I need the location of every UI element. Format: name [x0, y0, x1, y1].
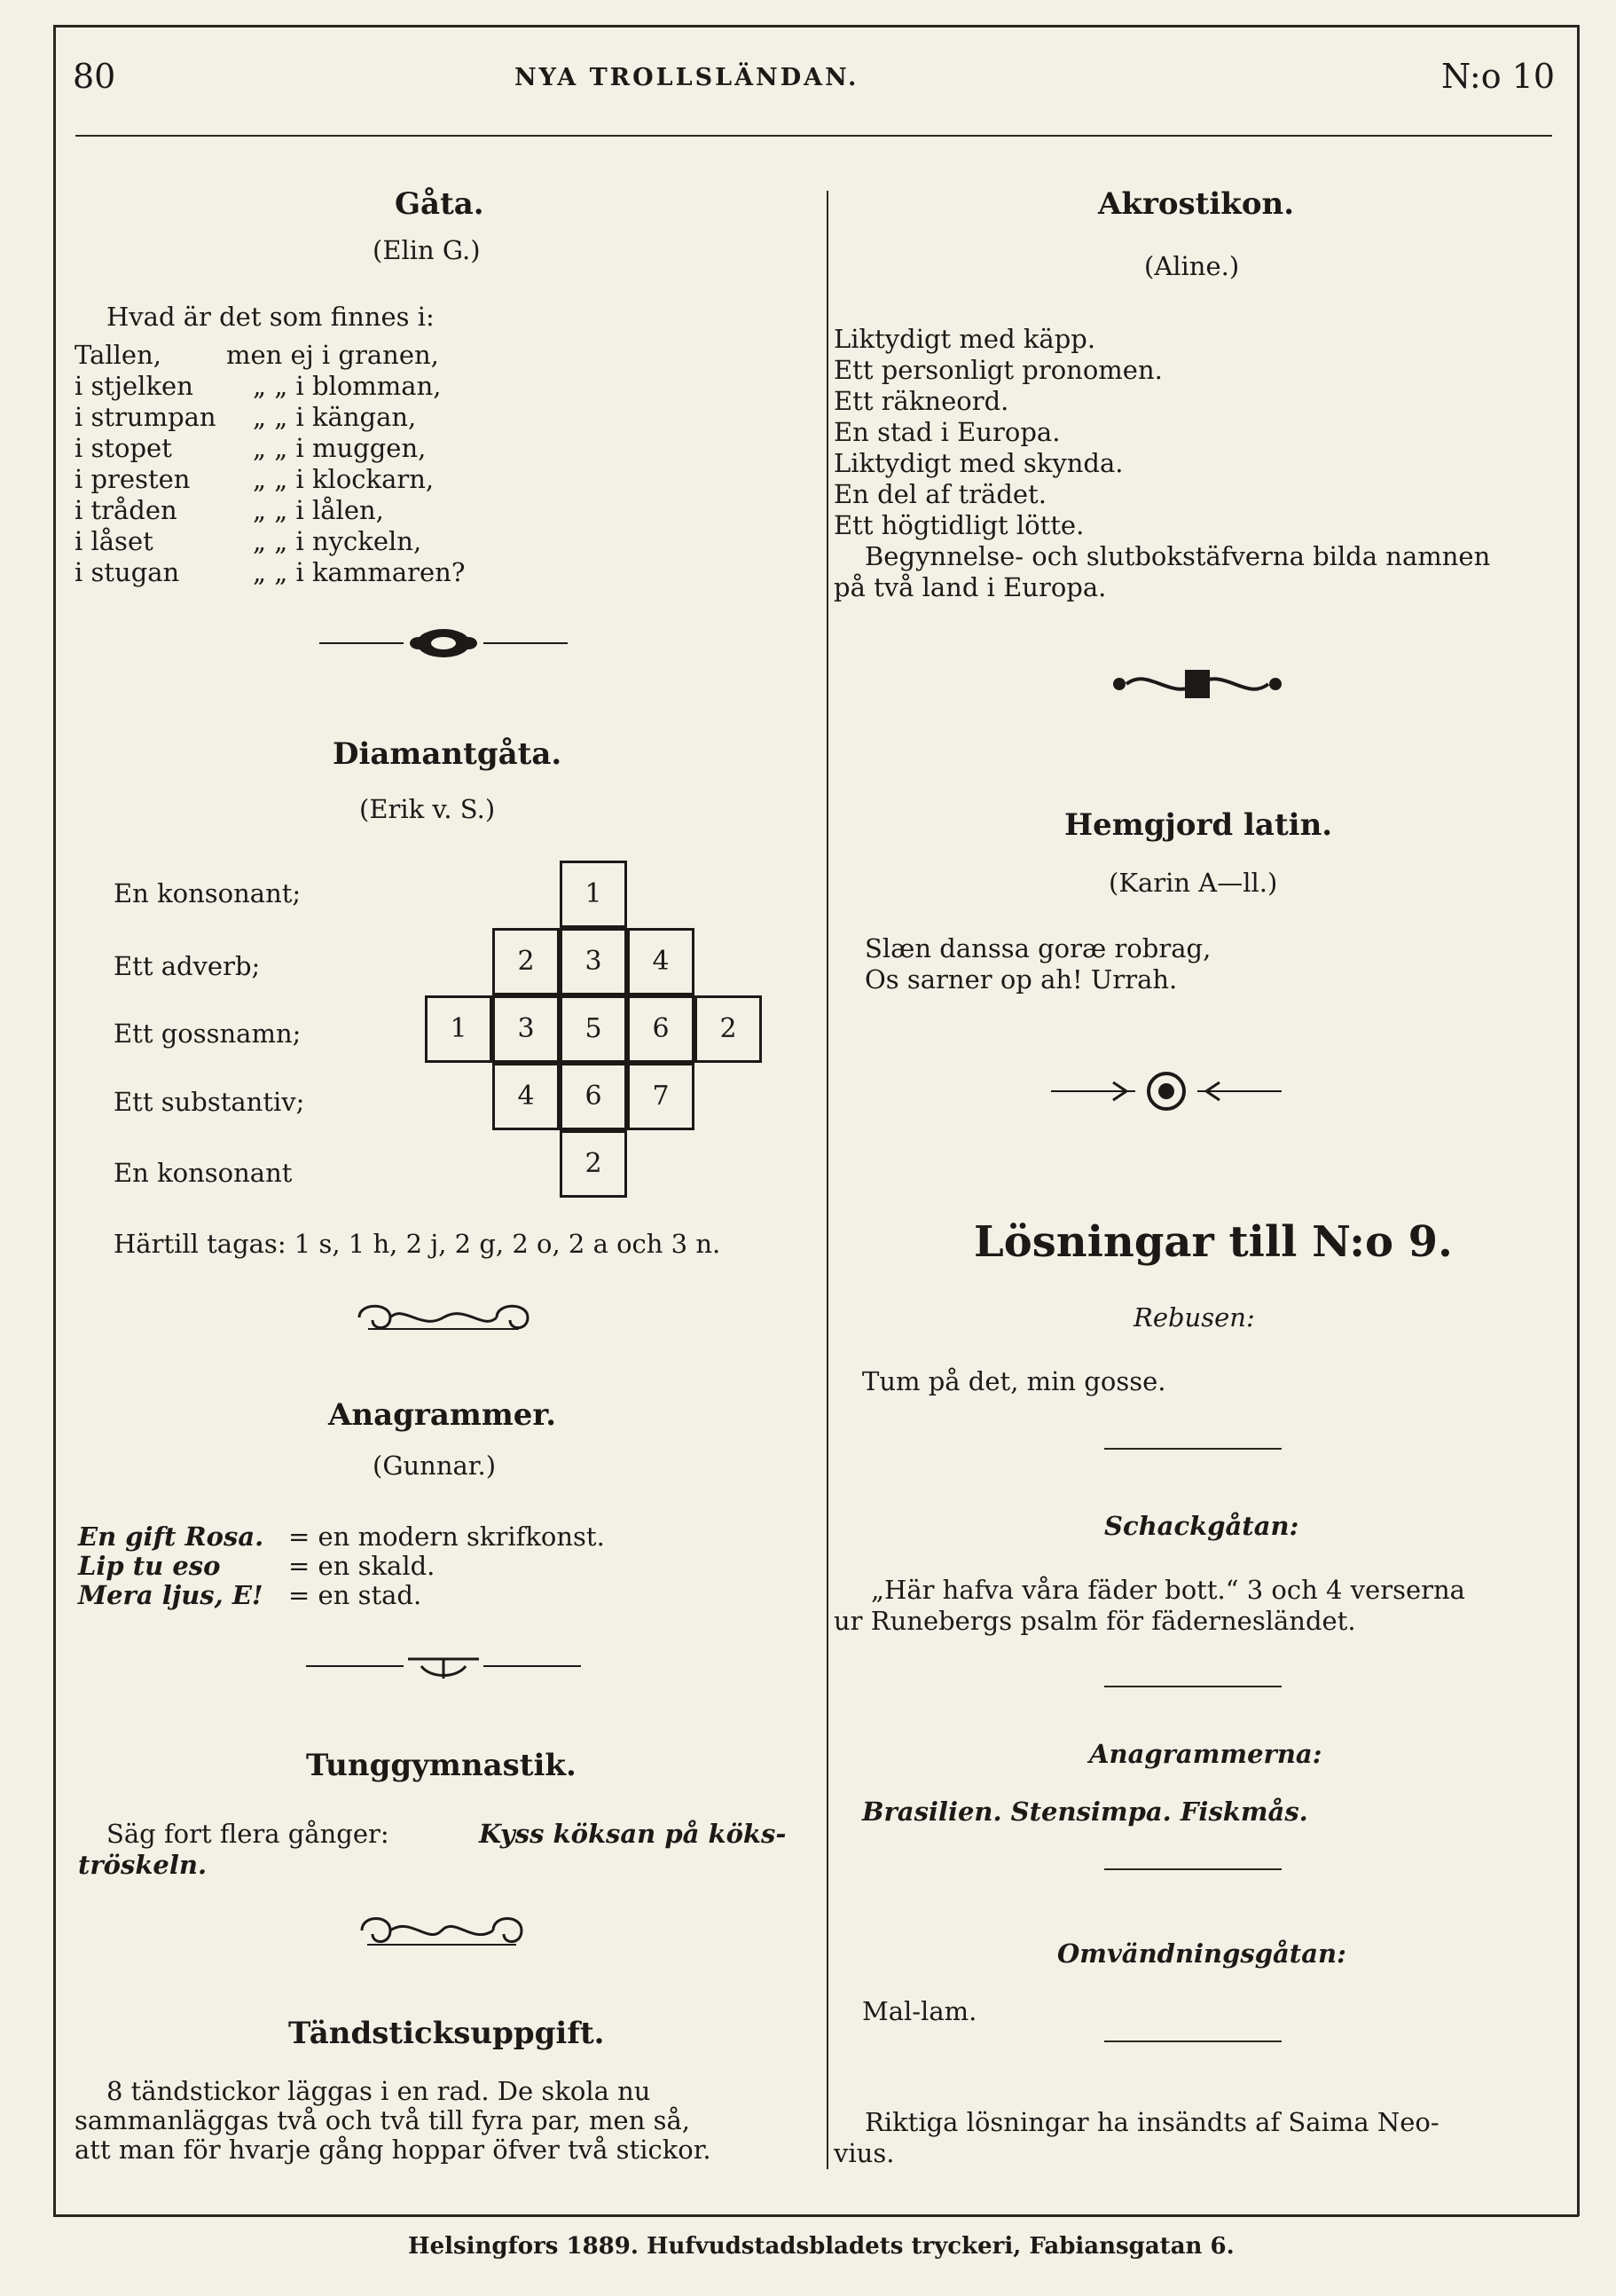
- anagrammer-title: Anagrammer.: [328, 1397, 557, 1433]
- issue-number: N:o 10: [1441, 57, 1556, 96]
- diamant-clue: Ett gossnamn;: [114, 1018, 302, 1049]
- anagram-answer-label: Anagrammerna:: [1089, 1739, 1322, 1769]
- losningar-title: Lösningar till N:o 9.: [974, 1217, 1453, 1267]
- akrostikon-line: Ett högtidligt lötte.: [834, 510, 1085, 540]
- tunggymnastik-phrase: Kyss köksan på köks-: [479, 1819, 787, 1849]
- grid-cell: 3: [560, 928, 627, 995]
- gata-row-right: „ „ i klockarn,: [253, 464, 435, 494]
- hemgjord-author: (Karin A—ll.): [1109, 868, 1278, 898]
- anagram-hint: = en skald.: [288, 1551, 435, 1581]
- tunggymnastik-title: Tunggymnastik.: [306, 1748, 577, 1783]
- diamant-clue: Ett substantiv;: [114, 1087, 305, 1117]
- scroll-ornament-icon: [350, 1295, 537, 1340]
- akrostikon-line: Ett räkneord.: [834, 386, 1009, 416]
- grid-cell: 4: [627, 928, 694, 995]
- tandsticks-line: att man för hvarje gång hoppar öfver två stickor.: [75, 2135, 711, 2165]
- akrostikon-line: Liktydigt med skynda.: [834, 448, 1124, 478]
- gata-row-left: i stopet: [75, 433, 172, 463]
- fleuron-ornament-icon: [306, 1648, 581, 1684]
- leaf-ornament-icon: [319, 621, 568, 665]
- page-number: 80: [73, 57, 116, 96]
- header-rule: [75, 135, 1552, 137]
- flourish-ornament-icon: [1109, 661, 1286, 707]
- tunggymnastik-phrase-end: tröskeln.: [78, 1850, 208, 1880]
- anagram-hint: = en modern skrifkonst.: [288, 1521, 605, 1552]
- gata-author: (Elin G.): [373, 235, 481, 265]
- gata-row-left: Tallen,: [75, 340, 161, 370]
- rosette-ornament-icon: [1051, 1069, 1282, 1113]
- gata-row-left: i stjelken: [75, 371, 193, 401]
- gata-row-left: i presten: [75, 464, 191, 494]
- grid-cell: 7: [627, 1063, 694, 1130]
- schack-line: „Här hafva våra fäder bott.“ 3 och 4 verserna: [871, 1575, 1465, 1605]
- publication-title: NYA TROLLSLÄNDAN.: [514, 64, 859, 91]
- grid-cell: 2: [560, 1130, 627, 1198]
- tandsticks-line: sammanläggas två och två till fyra par, men så,: [75, 2105, 691, 2135]
- gata-row-right: „ „ i muggen,: [253, 433, 427, 463]
- gata-row-left: i stugan: [75, 557, 180, 587]
- scroll-ornament-icon: [353, 1907, 530, 1954]
- akrostikon-line: En del af trädet.: [834, 479, 1047, 509]
- grid-cell: 1: [425, 995, 492, 1063]
- grid-cell: 2: [492, 928, 560, 995]
- gata-row-left: i låset: [75, 526, 153, 556]
- grid-cell: 1: [560, 861, 627, 928]
- anagrammer-author: (Gunnar.): [373, 1451, 497, 1481]
- gata-intro: Hvad är det som finnes i:: [106, 302, 435, 332]
- frame-top-rule: [53, 25, 1579, 28]
- hemgjord-line: Slæn danssa goræ robrag,: [865, 933, 1212, 963]
- diamant-title: Diamantgåta.: [333, 736, 562, 772]
- akrostikon-line: Begynnelse- och slutbokstäfverna bilda namnen: [865, 541, 1491, 571]
- hemgjord-line: Os sarner op ah! Urrah.: [865, 964, 1178, 995]
- gata-row-left: i tråden: [75, 495, 177, 525]
- diamant-clue: En konsonant;: [114, 878, 302, 908]
- frame-bottom-rule: [53, 2214, 1579, 2217]
- imprint-footer: Helsingfors 1889. Hufvudstadsbladets tryckeri, Fabiansgatan 6.: [408, 2233, 1235, 2260]
- gata-row-left: i strumpan: [75, 402, 216, 432]
- gata-row-right: „ „ i kammaren?: [253, 557, 466, 587]
- rebusen-label: Rebusen:: [1134, 1302, 1255, 1333]
- hemgjord-title: Hemgjord latin.: [1064, 807, 1333, 843]
- grid-cell: 3: [492, 995, 560, 1063]
- schack-line: ur Runebergs psalm för fädernesländet.: [834, 1606, 1356, 1636]
- riktiga-line: Riktiga lösningar ha insändts af Saima Neo-: [865, 2107, 1439, 2137]
- anagram-hint: = en stad.: [288, 1580, 422, 1610]
- section-rule: [1104, 1868, 1282, 1870]
- tandsticks-title: Tändsticksuppgift.: [288, 2016, 605, 2051]
- anagram-clue: Mera ljus, E!: [78, 1580, 263, 1610]
- section-rule: [1104, 1686, 1282, 1687]
- grid-cell: 5: [560, 995, 627, 1063]
- gata-title: Gåta.: [395, 186, 484, 222]
- gata-row-right: „ „ i blomman,: [253, 371, 442, 401]
- omvand-answer: Mal-lam.: [862, 1996, 977, 2026]
- anagram-clue: Lip tu eso: [78, 1551, 221, 1581]
- riktiga-line: vius.: [834, 2138, 895, 2168]
- frame-right-rule: [1577, 25, 1580, 2216]
- anagram-clue: En gift Rosa.: [78, 1521, 264, 1552]
- akrostikon-line: Ett personligt pronomen.: [834, 355, 1163, 385]
- gata-row-right: „ „ i nyckeln,: [253, 526, 422, 556]
- anagram-answer: Brasilien. Stensimpa. Fiskmås.: [862, 1797, 1308, 1827]
- tunggymnastik-lead: Säg fort flera gånger:: [106, 1819, 389, 1849]
- akrostikon-title: Akrostikon.: [1098, 186, 1295, 222]
- frame-left-rule: [53, 25, 56, 2216]
- akrostikon-line: En stad i Europa.: [834, 417, 1061, 447]
- grid-cell: 2: [694, 995, 762, 1063]
- diamant-clue: En konsonant: [114, 1158, 293, 1188]
- section-rule: [1104, 2040, 1282, 2042]
- tandsticks-line: 8 tändstickor läggas i en rad. De skola nu: [106, 2076, 651, 2106]
- gata-row-right: „ „ i kängan,: [253, 402, 417, 432]
- akrostikon-line: Liktydigt med käpp.: [834, 324, 1096, 354]
- section-rule: [1104, 1448, 1282, 1450]
- omvand-label: Omvändningsgåtan:: [1057, 1938, 1346, 1969]
- diamant-note: Härtill tagas: 1 s, 1 h, 2 j, 2 g, 2 o, 2 a och 3 n.: [114, 1229, 721, 1259]
- gata-row-right: „ „ i lålen,: [253, 495, 384, 525]
- column-divider: [827, 191, 828, 2169]
- gata-row-right: men ej i granen,: [226, 340, 439, 370]
- rebusen-answer: Tum på det, min gosse.: [862, 1366, 1166, 1396]
- diamant-clue: Ett adverb;: [114, 951, 261, 981]
- akrostikon-line: på två land i Europa.: [834, 572, 1107, 602]
- akrostikon-author: (Aline.): [1144, 251, 1240, 281]
- grid-cell: 4: [492, 1063, 560, 1130]
- schack-label: Schackgåtan:: [1104, 1511, 1299, 1541]
- diamant-author: (Erik v. S.): [359, 794, 496, 824]
- grid-cell: 6: [627, 995, 694, 1063]
- grid-cell: 6: [560, 1063, 627, 1130]
